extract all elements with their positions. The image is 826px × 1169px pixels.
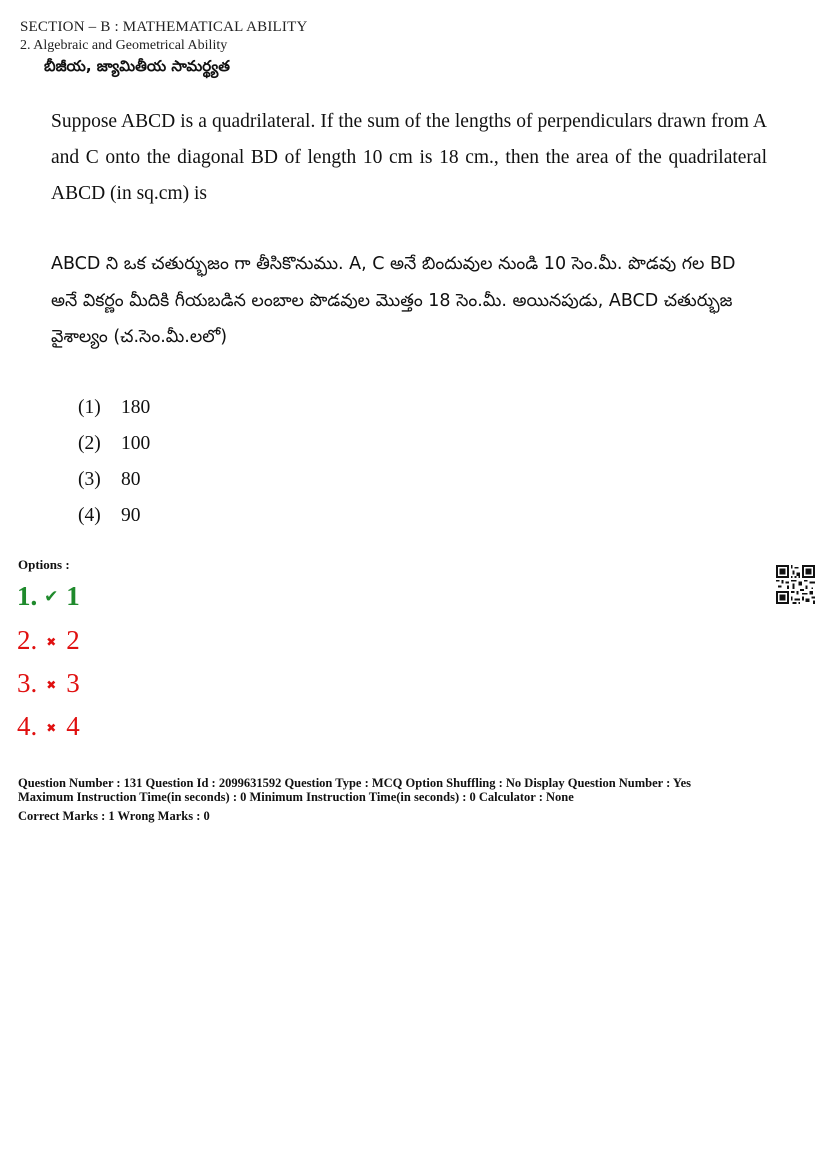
subsection-heading-telugu: బీజీయ, జ్యామితీయ సామర్థ్యత bbox=[44, 57, 230, 75]
choice-number: (4) bbox=[78, 505, 101, 526]
option-row-1 bbox=[17, 576, 80, 616]
answer-choices bbox=[78, 392, 150, 536]
option-row-4 bbox=[17, 706, 80, 746]
question-meta-line-2: Maximum Instruction Time(in seconds) : 0 Minimum Instruction Time(in seconds) : 0 Calculator : None bbox=[18, 790, 574, 804]
subsection-heading: 2. Algebraic and Geometrical Ability bbox=[20, 38, 228, 53]
choice-value: 180 bbox=[121, 397, 151, 418]
choice-value: 80 bbox=[121, 469, 141, 490]
answer-choice bbox=[78, 500, 150, 536]
option-row-2 bbox=[17, 620, 80, 660]
qr-code-icon bbox=[776, 565, 815, 604]
option-label: 1 bbox=[66, 581, 80, 611]
options-label: Options : bbox=[18, 557, 70, 572]
cross-icon: ✖ bbox=[46, 678, 57, 692]
question-meta-line-1: Question Number : 131 Question Id : 2099631592 Question Type : MCQ Option Shuffling : No Display Question Number : Yes bbox=[18, 776, 691, 790]
cross-icon: ✖ bbox=[46, 635, 57, 649]
choice-value: 100 bbox=[121, 433, 151, 454]
choice-number: (2) bbox=[78, 433, 101, 454]
choice-number: (3) bbox=[78, 469, 101, 490]
question-marks: Correct Marks : 1 Wrong Marks : 0 bbox=[18, 809, 210, 823]
option-label: 4 bbox=[66, 711, 80, 741]
option-number: 4. bbox=[17, 711, 38, 741]
choice-number: (1) bbox=[78, 397, 101, 418]
answer-choice bbox=[78, 428, 150, 464]
answer-choice bbox=[78, 392, 150, 428]
option-number: 1. bbox=[17, 581, 38, 611]
choice-value: 90 bbox=[121, 505, 141, 526]
cross-icon: ✖ bbox=[46, 721, 57, 735]
option-label: 3 bbox=[66, 668, 80, 698]
option-row-3 bbox=[17, 663, 80, 703]
option-number: 2. bbox=[17, 625, 38, 655]
question-text-telugu: ABCD ని ఒక చతుర్భుజం గా తీసికొనుము. A, C అనే బిందువుల నుండి 10 సెం.మీ. పొడవు గల BD అనే వికర్ణం మీదికి గీయబడిన లంబాల పొడవుల మొత్తం 18 సెం.మీ. అయినపుడు, ABCD చతుర్భుజ వైశాల్యం (చ.సెం.మీ.లలో) bbox=[51, 254, 736, 347]
check-icon: ✔ bbox=[44, 587, 59, 607]
option-label: 2 bbox=[66, 625, 80, 655]
section-heading: SECTION – B : MATHEMATICAL ABILITY bbox=[20, 19, 308, 35]
question-text-english: Suppose ABCD is a quadrilateral. If the sum of the lengths of perpendiculars drawn from A and C onto the diagonal BD of length 10 cm is 18 cm., then the area of the quadrilateral ABCD (in sq.cm) is bbox=[51, 111, 767, 204]
answer-choice bbox=[78, 464, 150, 500]
option-number: 3. bbox=[17, 668, 38, 698]
